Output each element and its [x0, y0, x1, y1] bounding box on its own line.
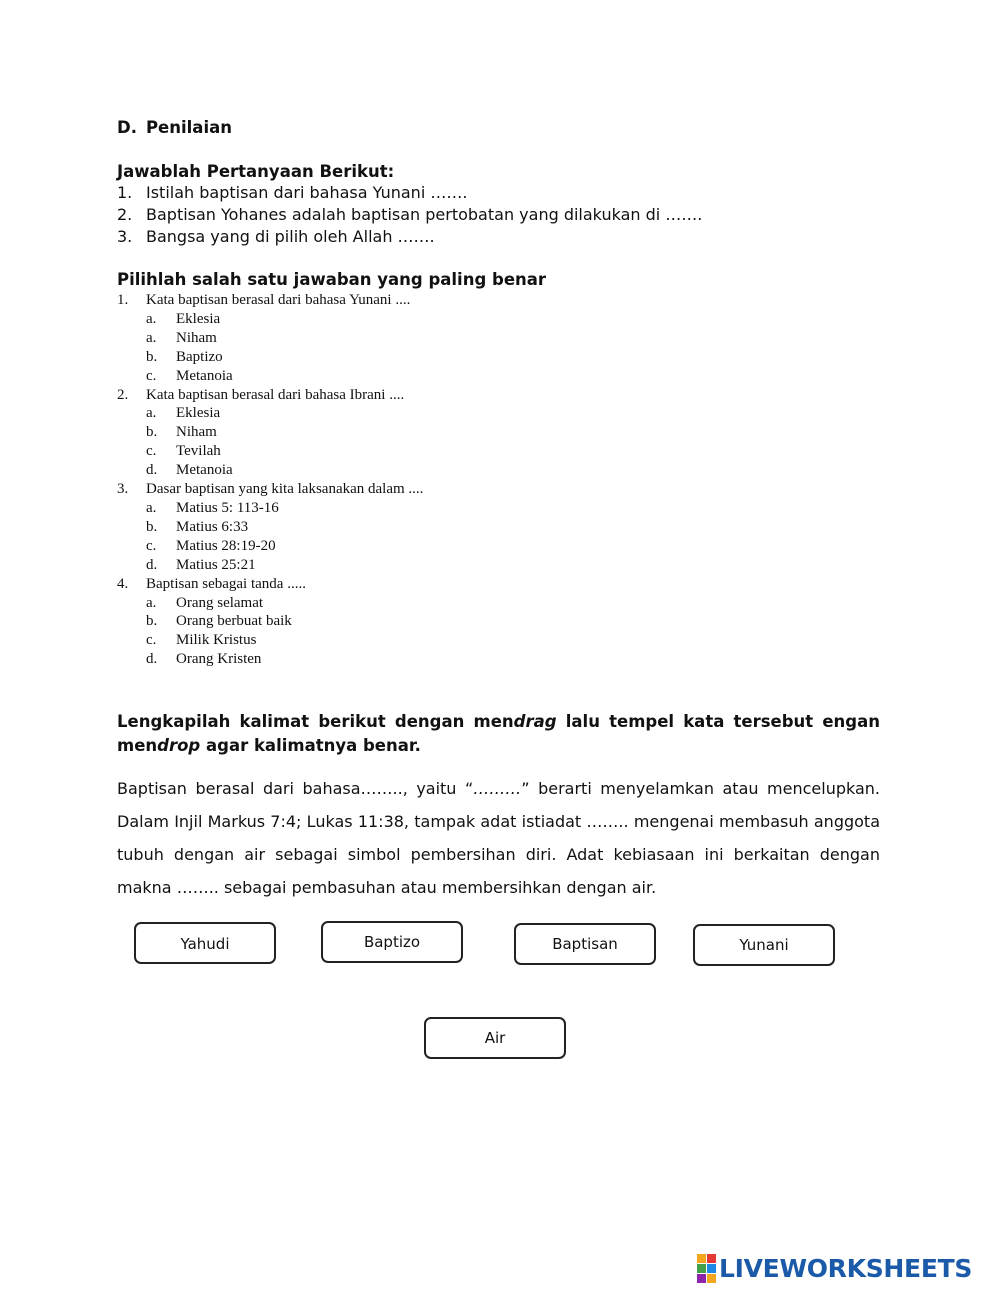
question: 3. Dasar baptisan yang kita laksanakan dalam ....: [117, 481, 424, 498]
drag-word-baptisan[interactable]: Baptisan: [514, 923, 656, 965]
drop-blank[interactable]: ………: [473, 779, 522, 798]
option: a. Eklesia: [146, 405, 221, 422]
brand-name: LIVEWORKSHEETS: [719, 1254, 973, 1283]
question: 4. Baptisan sebagai tanda .....: [117, 575, 306, 592]
section-title: [117, 118, 232, 137]
list-item: 3. Bangsa yang di pilih oleh Allah …….: [117, 227, 435, 246]
fill-in-paragraph: Baptisan berasal dari bahasa…….., yaitu “………” berarti menyelamkan atau mencelupkan. Dalam Injil Markus 7:4; Lukas 11:38, tampak adat istiadat …….. mengenai membasuh anggota tubuh dengan air sebagai simbol pembersihan diri. Adat kebiasaan ini berkaitan dengan makna …….. sebagai pembasuhan atau membersihkan dengan air.: [117, 779, 881, 897]
question: 2. Kata baptisan berasal dari bahasa Ibrani ....: [117, 386, 405, 403]
option: a. Orang selamat: [146, 594, 264, 611]
option: d. Matius 25:21: [146, 556, 256, 573]
multiple-choice-list: [117, 291, 423, 669]
option: b. Niham: [146, 424, 217, 441]
section-title-text: Penilaian: [145, 118, 232, 137]
liveworksheets-logo: [697, 1254, 972, 1283]
liveworksheets-mark-icon: [697, 1254, 716, 1283]
drag-word-yahudi[interactable]: Yahudi: [134, 922, 276, 964]
drag-word-baptizo[interactable]: Baptizo: [321, 921, 463, 963]
section-letter: D.: [117, 118, 137, 137]
option: d. Orang Kristen: [146, 651, 262, 668]
option: a. Eklesia: [146, 310, 221, 327]
option: c. Milik Kristus: [146, 632, 257, 649]
multiple-choice-heading: Pilihlah salah satu jawaban yang paling benar: [117, 270, 547, 289]
option: b. Baptizo: [146, 348, 223, 365]
open-questions-list: [117, 182, 702, 248]
list-item: 1. Istilah baptisan dari bahasa Yunani …….: [117, 183, 468, 202]
option: b. Orang berbuat baik: [146, 613, 292, 630]
question: 1. Kata baptisan berasal dari bahasa Yunani ....: [117, 292, 411, 308]
list-item: 2. Baptisan Yohanes adalah baptisan pertobatan yang dilakukan di …….: [117, 205, 703, 224]
open-questions-heading: Jawablah Pertanyaan Berikut:: [117, 162, 395, 181]
drag-word-yunani[interactable]: Yunani: [693, 924, 835, 966]
option: c. Metanoia: [146, 367, 233, 384]
option: a. Niham: [146, 329, 217, 346]
option: b. Matius 6:33: [146, 518, 249, 535]
option: d. Metanoia: [146, 462, 233, 479]
option: c. Tevilah: [146, 443, 221, 460]
drag-word-air[interactable]: Air: [424, 1017, 566, 1059]
drag-drop-instruction: Lengkapilah kalimat berikut dengan mendrag lalu tempel kata tersebut engan mendrop agar kalimatnya benar.: [117, 712, 880, 755]
option: c. Matius 28:19-20: [146, 537, 276, 554]
option: a. Matius 5: 113-16: [146, 499, 279, 516]
